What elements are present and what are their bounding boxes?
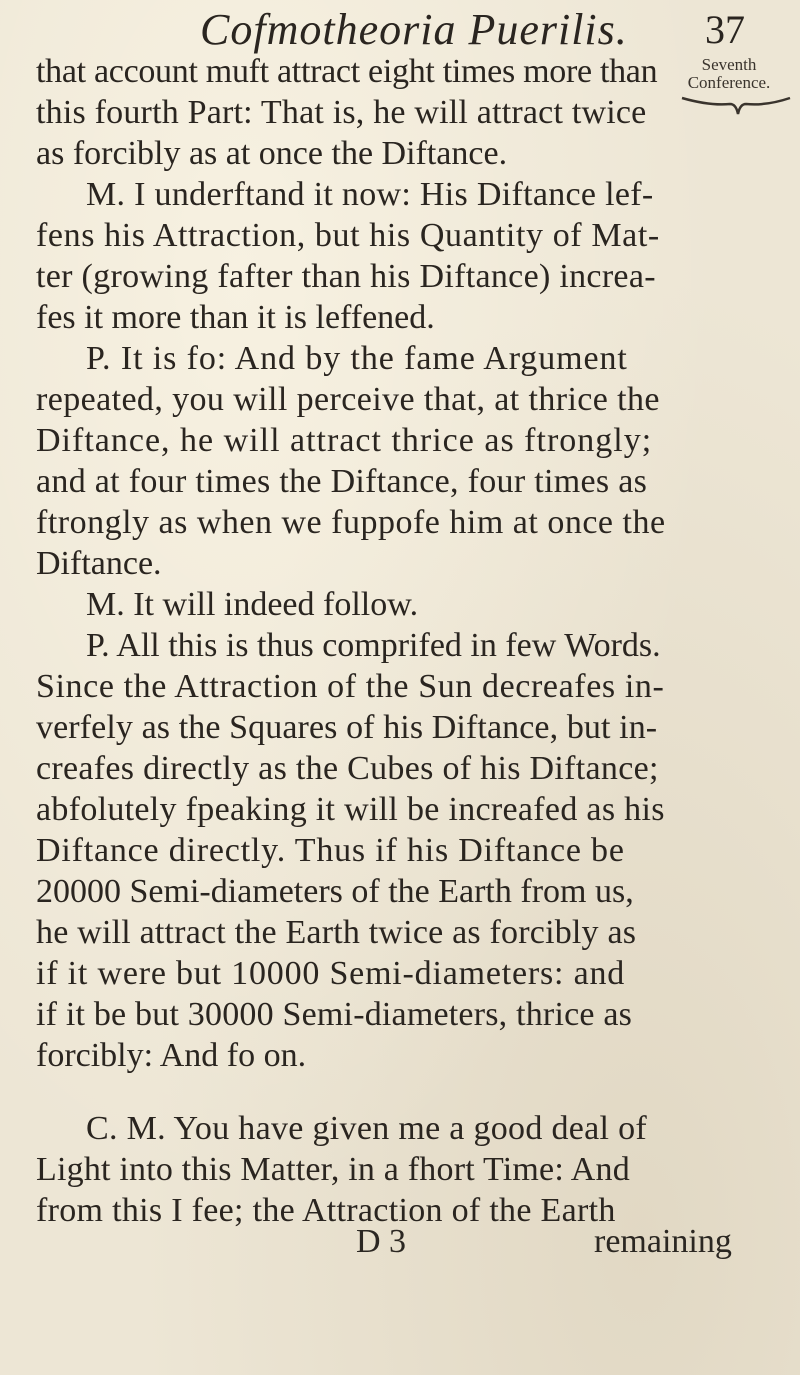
text-line: if it were but 10000 Semi-diameters: and — [36, 955, 626, 992]
running-title: Cofmotheoria Puerilis. — [200, 5, 628, 54]
text-line: Diftance directly. Thus if his Diftance be — [36, 832, 625, 869]
text-line: that account muft attract eight times more than — [36, 53, 658, 90]
margin-note — [670, 56, 788, 92]
margin-note-line-2: Conference. — [687, 73, 771, 92]
text-line: P. All this is thus comprifed in few Words. — [86, 627, 661, 664]
text-line: ftrongly as when we fuppofe him at once the — [36, 504, 666, 541]
text-line: as forcibly as at once the Diftance. — [36, 135, 508, 172]
text-line: from this I fee; the Attraction of the Earth — [36, 1192, 616, 1229]
text-line: Since the Attraction of the Sun decreafes in- — [36, 668, 665, 705]
text-line: forcibly: And fo on. — [36, 1037, 307, 1074]
text-line: Diftance. — [36, 545, 162, 582]
catchword: remaining — [594, 1223, 732, 1260]
text-line: M. I underftand it now: His Diftance lef- — [86, 176, 654, 213]
text-line: P. It is fo: And by the fame Argument — [86, 340, 628, 377]
text-line: abfolutely fpeaking it will be increafed as his — [36, 791, 665, 828]
text-line: verfely as the Squares of his Diftance, but in- — [36, 709, 658, 746]
text-line: 20000 Semi-diameters of the Earth from us, — [36, 873, 634, 910]
text-line: and at four times the Diftance, four times as — [36, 463, 648, 500]
margin-brace-icon — [680, 94, 792, 118]
text-line: M. It will indeed follow. — [86, 586, 419, 623]
text-line: C. M. You have given me a good deal of — [86, 1110, 647, 1147]
signature-mark: D 3 — [356, 1223, 407, 1260]
text-line: Light into this Matter, in a fhort Time: And — [36, 1151, 630, 1188]
text-line: ter (growing fafter than his Diftance) increa- — [36, 258, 656, 295]
text-line: he will attract the Earth twice as forcibly as — [36, 914, 637, 951]
text-line: fes it more than it is leffened. — [36, 299, 435, 336]
text-line: this fourth Part: That is, he will attract twice — [36, 94, 647, 131]
margin-note-line-1: Seventh — [701, 55, 757, 74]
text-line: if it be but 30000 Semi-diameters, thrice as — [36, 996, 633, 1033]
text-line: fens his Attraction, but his Quantity of Mat- — [36, 217, 660, 254]
text-line: creafes directly as the Cubes of his Diftance; — [36, 750, 659, 787]
page-number: 37 — [705, 7, 745, 52]
text-line: repeated, you will perceive that, at thrice the — [36, 381, 660, 418]
text-line: Diftance, he will attract thrice as ftrongly; — [36, 422, 653, 459]
